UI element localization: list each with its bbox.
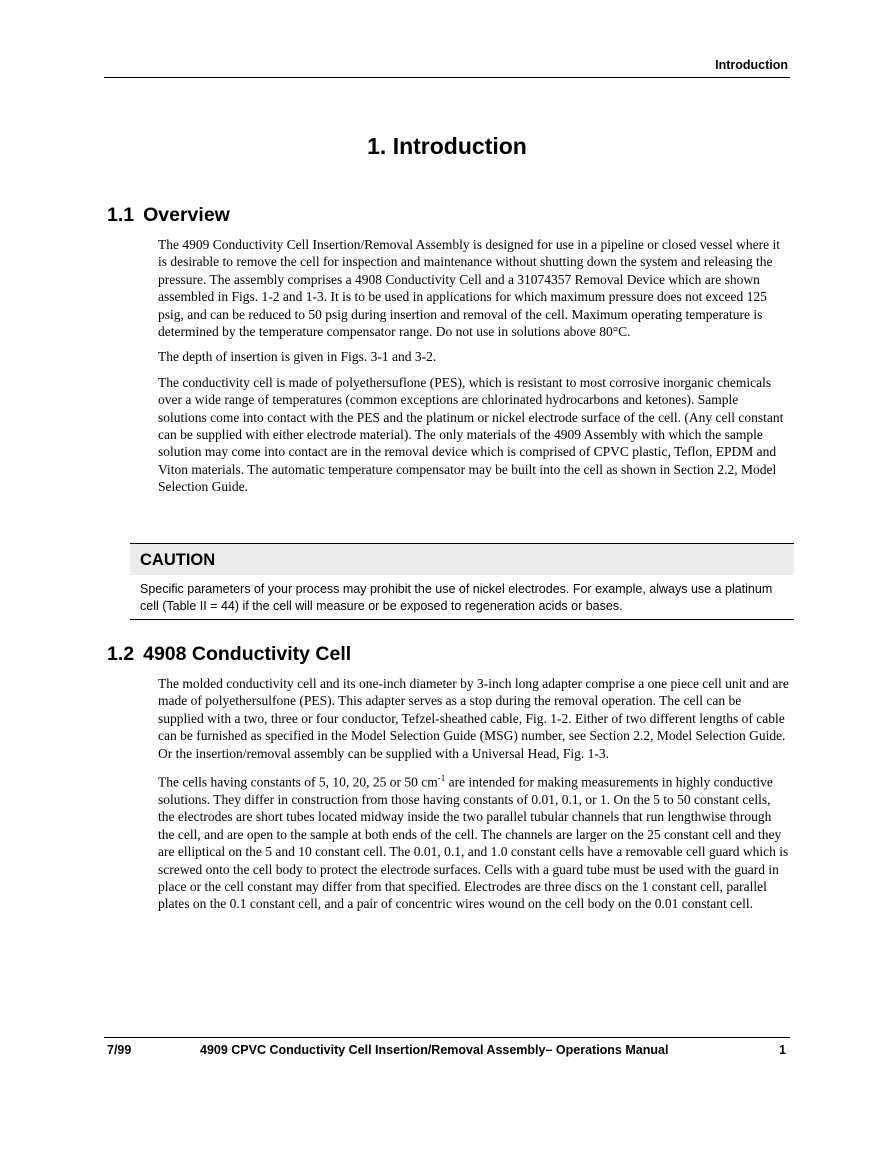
footer-page-number: 1 [779, 1043, 786, 1057]
section-number: 1.2 [107, 643, 135, 665]
paragraph-text: are intended for making measurements in highly conductive solutions. They differ in construction from those having constants of 0.01, 0.1, or 1. On the 5 to 50 constant cells, the electrodes are short tubes located midway inside the two parallel tubular channels that run lengthwise through the cell, and are open to the sample at both ends of the cell. The channels are larger on the 25 constant cell and they are elliptical on the 5 and 10 constant cell. The 0.01, 0.1, and 1.0 constant cells have a removable cell guard which is screwed onto the cell body to protect the electrode surfaces. Cells with a guard tube must be used with the guard in place or the cell constant may differ from that specified. Electrodes are three discs on the 1 constant cell, parallel plates on the 0.1 constant cell, and a pair of concentric wires wound on the cell body on the 0.01 constant cell. [158, 774, 789, 912]
section-number: 1.1 [107, 204, 135, 226]
paragraph: The depth of insertion is given in Figs. 3-1 and 3-2. [158, 349, 437, 365]
header-rule [104, 77, 790, 78]
chapter-title: 1. Introduction [367, 133, 527, 159]
paragraph: The molded conductivity cell and its one-inch diameter by 3-inch long adapter comprise a one piece cell unit and are made of polyethersulfone (PES). This adapter serves as a stop during the removal operation. The cell can be supplied with a two, three or four conductor, Tefzel-sheathed cable, Fig. 1-2. Either of two different lengths of cable can be furnished as specified in the Model Selection Guide (MSG) number, see Section 2.2, Model Selection Guide. Or the insertion/removal assembly can be supplied with a Universal Head, Fig. 1-3. [158, 676, 789, 761]
footer-date: 7/99 [107, 1043, 132, 1057]
section-title: Overview [143, 204, 230, 226]
caution-text: Specific parameters of your process may prohibit the use of nickel electrodes. For example, always use a platinum cell (Table II = 44) if the cell will measure or be exposed to regeneration acids or bases. [140, 582, 773, 613]
paragraph: The conductivity cell is made of polyethersuflone (PES), which is resistant to most corrosive inorganic chemicals over a wide range of temperatures (common exceptions are chlorinated hydrocarbons and ketones). Sample solutions come into contact with the PES and the platinum or nickel electrode surface of the cell. (Any cell constant can be supplied with either electrode material). The only materials of the 4909 Assembly with which the sample solution may come into contact are in the removal device which is comprised of CPVC plastic, Teflon, EPDM and Viton materials. The automatic temperature compensator may be built into the cell as shown in Section 2.2, Model Selection Guide. [158, 374, 784, 495]
paragraph: The 4909 Conductivity Cell Insertion/Removal Assembly is designed for use in a pipeline or closed vessel where it is desirable to remove the cell for inspection and maintenance without shutting down the system and releasing the pressure. The assembly comprises a 4908 Conductivity Cell and a 31074357 Removal Device which are shown assembled in Figs. 1-2 and 1-3. It is to be used in applications for which maximum pressure does not exceed 125 psig, and can be reduced to 50 psig during insertion and removal of the cell. Maximum operating temperature is determined by the temperature compensator range. Do not use in solutions above 80°C. [158, 237, 781, 340]
footer-rule [104, 1037, 790, 1038]
conductivity-cell-body [158, 675, 790, 921]
caution-title: CAUTION [130, 544, 794, 575]
paragraph-text: The cells having constants of 5, 10, 20, 25 or 50 cm [158, 774, 438, 790]
section-heading-conductivity-cell [107, 643, 351, 666]
footer-manual-title: 4909 CPVC Conductivity Cell Insertion/Removal Assembly– Operations Manual [200, 1043, 669, 1057]
running-header: Introduction [715, 58, 788, 72]
superscript: -1 [437, 773, 446, 784]
overview-body [158, 236, 790, 504]
paragraph-cell-constants [158, 770, 790, 913]
section-title: 4908 Conductivity Cell [143, 643, 352, 665]
caution-box [130, 543, 794, 620]
section-heading-overview [107, 204, 230, 227]
